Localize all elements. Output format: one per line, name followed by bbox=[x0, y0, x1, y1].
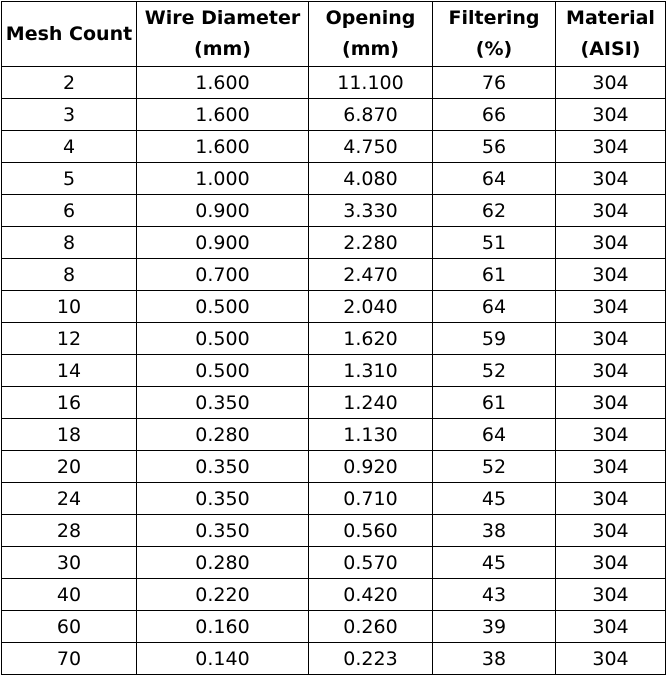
table-body bbox=[2, 67, 666, 675]
mesh-count-cell: 24 bbox=[2, 483, 137, 515]
mesh-count-cell: 2 bbox=[2, 67, 137, 99]
table-row bbox=[2, 259, 666, 291]
opening-cell: 1.240 bbox=[309, 387, 433, 419]
wire-diameter-cell: 0.280 bbox=[137, 419, 309, 451]
mesh-count-cell: 6 bbox=[2, 195, 137, 227]
wire-diameter-cell: 0.350 bbox=[137, 387, 309, 419]
header-row bbox=[2, 2, 666, 67]
mesh-count-cell: 16 bbox=[2, 387, 137, 419]
header-material bbox=[556, 2, 666, 67]
material-cell: 304 bbox=[556, 291, 666, 323]
mesh-count-cell: 20 bbox=[2, 451, 137, 483]
filtering-cell: 64 bbox=[433, 291, 556, 323]
material-cell: 304 bbox=[556, 451, 666, 483]
table-row bbox=[2, 643, 666, 675]
header-opening-line2: (mm) bbox=[342, 38, 399, 60]
wire-diameter-cell: 1.000 bbox=[137, 163, 309, 195]
filtering-cell: 66 bbox=[433, 99, 556, 131]
material-cell: 304 bbox=[556, 131, 666, 163]
opening-cell: 1.620 bbox=[309, 323, 433, 355]
table-row bbox=[2, 227, 666, 259]
header-wire-diameter-line1: Wire Diameter bbox=[144, 7, 301, 29]
table-row bbox=[2, 579, 666, 611]
opening-cell: 1.310 bbox=[309, 355, 433, 387]
filtering-cell: 61 bbox=[433, 259, 556, 291]
mesh-count-cell: 60 bbox=[2, 611, 137, 643]
table-row bbox=[2, 547, 666, 579]
filtering-cell: 64 bbox=[433, 163, 556, 195]
wire-diameter-cell: 0.350 bbox=[137, 483, 309, 515]
table-row bbox=[2, 131, 666, 163]
filtering-cell: 38 bbox=[433, 643, 556, 675]
material-cell: 304 bbox=[556, 195, 666, 227]
mesh-count-cell: 12 bbox=[2, 323, 137, 355]
mesh-count-cell: 10 bbox=[2, 291, 137, 323]
wire-diameter-cell: 0.280 bbox=[137, 547, 309, 579]
table-row bbox=[2, 451, 666, 483]
header-material-line2: (AISI) bbox=[580, 38, 641, 60]
opening-cell: 0.560 bbox=[309, 515, 433, 547]
material-cell: 304 bbox=[556, 387, 666, 419]
table-row bbox=[2, 67, 666, 99]
filtering-cell: 45 bbox=[433, 483, 556, 515]
wire-diameter-cell: 1.600 bbox=[137, 99, 309, 131]
mesh-count-cell: 18 bbox=[2, 419, 137, 451]
wire-diameter-cell: 0.900 bbox=[137, 195, 309, 227]
mesh-count-cell: 5 bbox=[2, 163, 137, 195]
filtering-cell: 56 bbox=[433, 131, 556, 163]
table-row bbox=[2, 419, 666, 451]
opening-cell: 0.420 bbox=[309, 579, 433, 611]
mesh-count-cell: 8 bbox=[2, 259, 137, 291]
opening-cell: 2.470 bbox=[309, 259, 433, 291]
material-cell: 304 bbox=[556, 259, 666, 291]
table-row bbox=[2, 99, 666, 131]
wire-diameter-cell: 0.140 bbox=[137, 643, 309, 675]
header-wire-diameter bbox=[137, 2, 309, 67]
material-cell: 304 bbox=[556, 643, 666, 675]
material-cell: 304 bbox=[556, 355, 666, 387]
material-cell: 304 bbox=[556, 483, 666, 515]
filtering-cell: 61 bbox=[433, 387, 556, 419]
opening-cell: 0.710 bbox=[309, 483, 433, 515]
wire-diameter-cell: 0.350 bbox=[137, 451, 309, 483]
material-cell: 304 bbox=[556, 515, 666, 547]
filtering-cell: 45 bbox=[433, 547, 556, 579]
header-opening bbox=[309, 2, 433, 67]
mesh-count-cell: 28 bbox=[2, 515, 137, 547]
header-filtering-line1: Filtering bbox=[448, 7, 540, 29]
table-row bbox=[2, 323, 666, 355]
header-filtering-line2: (%) bbox=[475, 38, 513, 60]
wire-diameter-cell: 0.900 bbox=[137, 227, 309, 259]
material-cell: 304 bbox=[556, 547, 666, 579]
material-cell: 304 bbox=[556, 611, 666, 643]
opening-cell: 0.223 bbox=[309, 643, 433, 675]
filtering-cell: 38 bbox=[433, 515, 556, 547]
material-cell: 304 bbox=[556, 419, 666, 451]
opening-cell: 3.330 bbox=[309, 195, 433, 227]
material-cell: 304 bbox=[556, 227, 666, 259]
mesh-count-cell: 40 bbox=[2, 579, 137, 611]
wire-diameter-cell: 0.350 bbox=[137, 515, 309, 547]
filtering-cell: 51 bbox=[433, 227, 556, 259]
header-mesh-count bbox=[2, 2, 137, 67]
wire-diameter-cell: 0.160 bbox=[137, 611, 309, 643]
opening-cell: 0.260 bbox=[309, 611, 433, 643]
mesh-count-cell: 30 bbox=[2, 547, 137, 579]
filtering-cell: 39 bbox=[433, 611, 556, 643]
filtering-cell: 76 bbox=[433, 67, 556, 99]
mesh-spec-table bbox=[1, 1, 666, 675]
wire-diameter-cell: 0.500 bbox=[137, 355, 309, 387]
wire-diameter-cell: 0.500 bbox=[137, 291, 309, 323]
opening-cell: 0.570 bbox=[309, 547, 433, 579]
filtering-cell: 64 bbox=[433, 419, 556, 451]
opening-cell: 4.080 bbox=[309, 163, 433, 195]
filtering-cell: 62 bbox=[433, 195, 556, 227]
table-row bbox=[2, 163, 666, 195]
opening-cell: 1.130 bbox=[309, 419, 433, 451]
table-row bbox=[2, 195, 666, 227]
table-row bbox=[2, 483, 666, 515]
wire-diameter-cell: 1.600 bbox=[137, 131, 309, 163]
mesh-count-cell: 14 bbox=[2, 355, 137, 387]
material-cell: 304 bbox=[556, 163, 666, 195]
opening-cell: 11.100 bbox=[309, 67, 433, 99]
material-cell: 304 bbox=[556, 323, 666, 355]
opening-cell: 2.040 bbox=[309, 291, 433, 323]
filtering-cell: 52 bbox=[433, 355, 556, 387]
header-material-line1: Material bbox=[566, 7, 655, 29]
mesh-count-cell: 70 bbox=[2, 643, 137, 675]
opening-cell: 6.870 bbox=[309, 99, 433, 131]
table-row bbox=[2, 355, 666, 387]
wire-diameter-cell: 0.500 bbox=[137, 323, 309, 355]
filtering-cell: 52 bbox=[433, 451, 556, 483]
material-cell: 304 bbox=[556, 67, 666, 99]
header-mesh-count-line1: Mesh Count bbox=[5, 22, 133, 45]
mesh-count-cell: 3 bbox=[2, 99, 137, 131]
header-wire-diameter-line2: (mm) bbox=[194, 38, 251, 60]
table-row bbox=[2, 611, 666, 643]
filtering-cell: 59 bbox=[433, 323, 556, 355]
table-row bbox=[2, 387, 666, 419]
opening-cell: 4.750 bbox=[309, 131, 433, 163]
material-cell: 304 bbox=[556, 579, 666, 611]
header-filtering bbox=[433, 2, 556, 67]
header-opening-line1: Opening bbox=[325, 7, 416, 29]
wire-diameter-cell: 0.220 bbox=[137, 579, 309, 611]
opening-cell: 2.280 bbox=[309, 227, 433, 259]
table-row bbox=[2, 515, 666, 547]
wire-diameter-cell: 1.600 bbox=[137, 67, 309, 99]
opening-cell: 0.920 bbox=[309, 451, 433, 483]
material-cell: 304 bbox=[556, 99, 666, 131]
table-row bbox=[2, 291, 666, 323]
mesh-count-cell: 8 bbox=[2, 227, 137, 259]
mesh-count-cell: 4 bbox=[2, 131, 137, 163]
filtering-cell: 43 bbox=[433, 579, 556, 611]
wire-diameter-cell: 0.700 bbox=[137, 259, 309, 291]
